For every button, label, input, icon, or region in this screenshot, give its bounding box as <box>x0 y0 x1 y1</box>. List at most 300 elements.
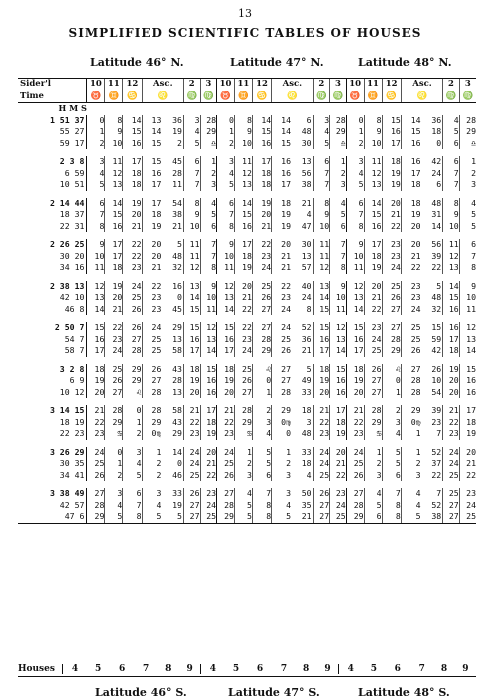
house-number: 6 <box>118 664 126 674</box>
house-cusp-cell: 10 <box>313 221 330 233</box>
house-cusp-cell: 25 <box>313 470 330 482</box>
house-cusp-cell: 0 <box>177 458 182 468</box>
house-cusp-cell: 15 <box>105 209 123 221</box>
sign-glyph: ♍ <box>200 91 217 103</box>
house-number: 8 <box>440 664 448 674</box>
house-cusp-cell: 16 <box>200 387 217 399</box>
sign-glyph: ♍ <box>443 91 460 103</box>
house-cusp-cell: 18 <box>401 198 420 210</box>
house-cusp-cell: 21 <box>443 405 460 417</box>
house-cusp-cell: 4 <box>443 115 460 127</box>
col-header-asc: Asc. <box>401 79 442 91</box>
house-cusp-cell: 23 <box>330 488 347 500</box>
house-cusp-cell: 3 <box>87 156 105 168</box>
house-cusp-cell: 17 <box>87 345 105 357</box>
house-cusp-cell: 7 <box>200 251 217 263</box>
house-cusp-cell: 20 <box>382 198 401 210</box>
house-cusp-cell: 45 <box>172 156 182 166</box>
house-cusp-cell: 24 <box>123 281 142 293</box>
sidereal-time-cell: 58 7 <box>64 345 85 355</box>
house-cusp-cell: 15 <box>382 115 401 127</box>
house-cusp-cell: 4 <box>330 198 347 210</box>
house-cusp-cell: 4 <box>87 168 105 180</box>
house-cusp-cell: 0 <box>217 115 235 127</box>
house-cusp-cell: 20 <box>87 387 105 399</box>
house-cusp-cell: 9 <box>364 126 382 138</box>
house-cusp-cell: 17 <box>382 138 401 150</box>
house-cusp-cell: 22 <box>431 469 442 480</box>
table-row <box>18 251 476 263</box>
house-cusp-cell: 2 <box>105 470 123 482</box>
sign-glyph: ♉ <box>217 91 235 103</box>
house-cusp-cell: 9 <box>105 126 123 138</box>
house-number: 8 <box>303 664 310 674</box>
house-cusp-cell: 22 <box>443 417 460 429</box>
house-cusp-cell: 18 <box>346 364 364 376</box>
house-cusp-cell: 14 <box>401 115 420 127</box>
house-cusp-cell: 23 <box>87 428 105 440</box>
house-cusp-cell: 48 <box>172 250 182 261</box>
house-cusp-cell: 9 <box>234 126 252 138</box>
house-cusp-cell: 29 <box>382 345 401 357</box>
house-cusp-cell: 7 <box>459 251 476 263</box>
house-cusp-cell: 26 <box>123 304 142 316</box>
house-cusp-cell: 3 <box>330 179 347 191</box>
table-row <box>18 179 476 191</box>
house-cusp-cell: 23 <box>142 292 161 304</box>
house-cusp-cell: 27 <box>313 500 330 512</box>
house-cusp-cell: 19 <box>200 428 217 440</box>
house-cusp-cell: 4 <box>105 500 123 512</box>
house-cusp-cell: 24 <box>443 458 460 470</box>
house-cusp-cell: 18 <box>301 458 312 468</box>
house-cusp-cell: 18 <box>301 405 312 415</box>
house-cusp-cell: 14 <box>123 115 142 127</box>
house-cusp-cell: 3 <box>306 416 312 427</box>
house-cusp-cell: 19 <box>217 375 235 387</box>
house-cusp-cell: 28 <box>401 375 420 387</box>
house-cusp-cell: 22 <box>142 281 161 293</box>
house-cusp-cell: 22 <box>459 470 476 482</box>
house-cusp-cell: 21 <box>301 511 312 521</box>
house-cusp-cell: 16 <box>443 322 460 334</box>
house-cusp-cell: 7 <box>436 428 442 438</box>
table-row <box>18 156 476 168</box>
house-cusp-cell: 7 <box>443 179 460 191</box>
table-row <box>18 209 476 221</box>
house-cusp-cell: 21 <box>382 209 401 221</box>
house-cusp-cell: 12 <box>330 322 347 334</box>
house-cusp-cell: 9 <box>330 281 347 293</box>
house-cusp-cell: 0♍ <box>272 417 291 429</box>
house-cusp-cell: 9 <box>217 239 235 251</box>
sidereal-time-cell: 6 9 <box>69 375 85 385</box>
house-cusp-cell: 22 <box>123 251 142 263</box>
col-header-asc: Asc. <box>142 79 183 91</box>
house-cusp-cell: 7 <box>123 500 142 512</box>
house-cusp-cell: 7 <box>200 239 217 251</box>
house-cusp-cell: 25 <box>401 334 420 346</box>
house-cusp-cell: 14 <box>346 304 364 316</box>
house-cusp-cell: 17 <box>443 334 460 346</box>
house-cusp-cell: 5 <box>234 500 252 512</box>
house-cusp-cell: 18 <box>272 198 291 210</box>
sign-glyph: ♌ <box>272 91 313 103</box>
house-cusp-cell: 25 <box>252 281 271 293</box>
house-cusp-cell: 48 <box>301 126 312 136</box>
house-cusp-cell: 17 <box>364 239 382 251</box>
house-cusp-cell: 24 <box>313 447 330 459</box>
house-cusp-cell: 20 <box>123 209 142 221</box>
house-cusp-cell: 1 <box>87 126 105 138</box>
house-cusp-cell: 13 <box>459 334 476 346</box>
house-cusp-cell: 11 <box>459 304 476 316</box>
house-cusp-cell: 25 <box>234 364 252 376</box>
house-cusp-cell: 2 <box>330 168 347 180</box>
table-row <box>18 364 476 376</box>
house-cusp-cell: 21 <box>459 458 476 470</box>
house-cusp-cell: 14 <box>183 292 200 304</box>
house-cusp-cell: 6 <box>183 156 200 168</box>
house-cusp-cell: 3 <box>183 115 200 127</box>
house-cusp-cell: 3 <box>346 156 364 168</box>
sidereal-time-cell: 3 14 15 <box>49 405 85 415</box>
house-cusp-cell: 28 <box>252 334 271 346</box>
house-cusp-cell: 24 <box>252 262 271 274</box>
house-cusp-cell: 3 <box>234 470 252 482</box>
house-cusp-cell: 5 <box>459 209 476 221</box>
house-cusp-cell: 27 <box>272 375 291 387</box>
house-cusp-cell: 0 <box>252 375 271 387</box>
house-cusp-cell: 6 <box>313 156 330 168</box>
house-cusp-cell: 1 <box>382 387 401 399</box>
house-cusp-cell: 28 <box>200 115 217 127</box>
house-cusp-cell: 2 <box>234 458 252 470</box>
house-cusp-cell: 25 <box>364 345 382 357</box>
house-cusp-cell: 11 <box>330 304 347 316</box>
house-cusp-cell: 5 <box>401 511 420 523</box>
sidereal-label: Sider'l <box>20 79 52 89</box>
house-cusp-cell: 29 <box>123 375 142 387</box>
house-cusp-cell: 21 <box>346 405 364 417</box>
house-cusp-cell: 1 <box>401 428 420 440</box>
house-cusp-cell: 24 <box>87 447 105 459</box>
house-cusp-cell: 27 <box>252 304 271 316</box>
house-cusp-cell: 21 <box>217 405 235 417</box>
house-cusp-cell: 18 <box>364 251 382 263</box>
house-cusp-cell: 18 <box>443 345 460 357</box>
col-header-3: 3 <box>200 79 217 91</box>
table-row <box>18 375 476 387</box>
house-cusp-cell: 39 <box>431 250 442 261</box>
house-cusp-cell: 24 <box>234 345 252 357</box>
house-cusp-cell: 17 <box>252 156 271 168</box>
house-cusp-cell: 23 <box>401 281 420 293</box>
house-cusp-cell: 15 <box>234 209 252 221</box>
house-cusp-cell: 13 <box>301 250 312 261</box>
house-cusp-cell: 2 <box>252 405 271 417</box>
house-cusp-cell: 20 <box>346 387 364 399</box>
house-cusp-cell: 26 <box>431 363 442 374</box>
house-cusp-cell: 28 <box>330 115 347 127</box>
house-cusp-cell: 3 <box>313 115 330 127</box>
house-cusp-cell: 26 <box>183 488 200 500</box>
house-cusp-cell: 21 <box>87 405 105 417</box>
house-cusp-cell: 22 <box>123 239 142 251</box>
house-cusp-cell: 13 <box>301 156 312 166</box>
house-cusp-cell: 22 <box>401 262 420 274</box>
house-cusp-cell: 19 <box>330 428 347 440</box>
house-cusp-cell: 17 <box>142 179 161 191</box>
table-row <box>18 126 476 138</box>
house-cusp-cell: 23 <box>142 304 161 316</box>
house-cusp-cell: 3 <box>105 488 123 500</box>
house-cusp-cell: 11 <box>234 156 252 168</box>
house-cusp-cell: 7 <box>183 179 200 191</box>
house-cusp-cell: 9 <box>459 281 476 293</box>
house-cusp-cell: 42 <box>431 156 442 166</box>
house-cusp-cell: 21 <box>123 221 142 233</box>
house-cusp-cell: 15 <box>183 322 200 334</box>
house-cusp-cell: 16 <box>142 168 161 180</box>
house-cusp-cell: 21 <box>272 251 291 263</box>
house-cusp-cell: 12 <box>234 168 252 180</box>
houses-footer <box>18 664 476 677</box>
house-cusp-cell: 23 <box>364 322 382 334</box>
house-cusp-cell: 15 <box>87 322 105 334</box>
house-cusp-cell: 5 <box>382 458 401 470</box>
house-cusp-cell: 9 <box>200 281 217 293</box>
house-cusp-cell: 18 <box>123 168 142 180</box>
house-cusp-cell: 24 <box>272 304 291 316</box>
house-cusp-cell: 16 <box>105 221 123 233</box>
house-cusp-cell: 17 <box>217 345 235 357</box>
house-cusp-cell: 5 <box>459 221 476 233</box>
table-row <box>18 262 476 274</box>
house-cusp-cell: 16 <box>330 387 347 399</box>
sidereal-time-cell: 22 31 <box>59 220 85 231</box>
house-cusp-cell: 6 <box>330 221 347 233</box>
sign-glyph: ♊ <box>364 91 382 103</box>
house-cusp-cell: 16 <box>443 304 460 316</box>
house-cusp-cell: 7 <box>382 488 401 500</box>
house-cusp-cell: 12 <box>200 322 217 334</box>
house-cusp-cell: 17 <box>142 198 161 210</box>
sidereal-time-cell: 6 59 <box>64 167 85 178</box>
house-cusp-cell: 17 <box>313 345 330 357</box>
house-cusp-cell: 0 <box>436 137 442 148</box>
house-cusp-cell: ♌ <box>123 387 142 399</box>
house-cusp-cell: 9 <box>346 239 364 251</box>
house-cusp-cell: 26 <box>123 322 142 334</box>
house-cusp-cell: 48 <box>431 197 442 208</box>
house-cusp-cell: 38 <box>301 179 312 189</box>
sidereal-time-cell: 18 19 <box>59 416 85 427</box>
house-cusp-cell: 15 <box>330 364 347 376</box>
house-cusp-cell: 4 <box>252 428 271 440</box>
house-cusp-cell: 20 <box>272 239 291 251</box>
house-cusp-cell: 54 <box>172 197 182 208</box>
sidereal-time-cell: 30 20 <box>59 250 85 261</box>
house-cusp-cell: 52 <box>301 322 312 332</box>
house-cusp-cell: 0 <box>382 375 401 387</box>
house-cusp-cell: 28 <box>459 115 476 127</box>
house-cusp-cell: 14 <box>142 126 161 138</box>
house-cusp-cell: 15 <box>443 292 460 304</box>
house-cusp-cell: 19 <box>105 281 123 293</box>
table-row <box>18 198 476 210</box>
house-cusp-cell: 2 <box>459 168 476 180</box>
sidereal-time-cell: 42 57 <box>59 499 85 510</box>
house-cusp-cell: 26 <box>234 375 252 387</box>
house-cusp-cell: 27 <box>252 322 271 334</box>
house-number: 5 <box>232 664 240 674</box>
house-cusp-cell: 29 <box>200 126 217 138</box>
house-cusp-cell: 24 <box>183 458 200 470</box>
sidereal-time-cell: 2 3 8 <box>59 156 85 166</box>
house-cusp-cell: 24 <box>364 334 382 346</box>
house-cusp-cell: 21 <box>172 220 182 231</box>
house-cusp-cell: 10 <box>330 292 347 304</box>
house-cusp-cell: 25 <box>382 281 401 293</box>
house-cusp-cell: 26 <box>217 470 235 482</box>
house-cusp-cell: 28 <box>234 405 252 417</box>
house-cusp-cell: 19 <box>234 262 252 274</box>
table-row <box>18 221 476 233</box>
house-cusp-cell: 25 <box>346 458 364 470</box>
house-cusp-cell: 6 <box>436 179 442 189</box>
house-cusp-cell: 27 <box>313 511 330 523</box>
house-cusp-cell: 0 <box>105 447 123 459</box>
house-cusp-cell: 8 <box>200 262 217 274</box>
house-cusp-cell: 18 <box>382 156 401 168</box>
table-row <box>18 447 476 459</box>
house-cusp-cell: 6 <box>346 198 364 210</box>
house-cusp-cell: 4 <box>183 126 200 138</box>
house-cusp-cell: 16 <box>183 334 200 346</box>
house-cusp-cell: 19 <box>443 364 460 376</box>
house-number: 8 <box>165 664 172 674</box>
house-cusp-cell: 27 <box>382 304 401 316</box>
house-cusp-cell: 20 <box>252 209 271 221</box>
table-row <box>18 417 476 429</box>
house-cusp-cell: 27 <box>364 375 382 387</box>
house-cusp-cell: 29 <box>330 126 347 138</box>
house-cusp-cell: 10 <box>200 292 217 304</box>
house-cusp-cell: 10 <box>217 251 235 263</box>
house-cusp-cell: 19 <box>382 168 401 180</box>
house-cusp-cell: 39 <box>431 405 442 415</box>
house-cusp-cell: 20 <box>200 447 217 459</box>
house-cusp-cell: 24 <box>313 458 330 470</box>
house-cusp-cell: 28 <box>382 334 401 346</box>
house-cusp-cell: 8 <box>306 303 312 314</box>
house-cusp-cell: 21 <box>234 292 252 304</box>
house-cusp-cell: 22 <box>105 322 123 334</box>
sidereal-time-cell: 18 37 <box>59 209 85 219</box>
col-header-11: 11 <box>364 79 382 91</box>
house-cusp-cell: 15 <box>217 322 235 334</box>
house-cusp-cell: 22 <box>183 417 200 429</box>
house-number: 4 <box>62 664 86 674</box>
house-cusp-cell: 22 <box>272 281 291 293</box>
house-cusp-cell: 7 <box>252 488 271 500</box>
house-cusp-cell: 27 <box>234 387 252 399</box>
house-cusp-cell: 6 <box>443 138 460 150</box>
house-cusp-cell: ♋ <box>234 428 252 440</box>
house-cusp-cell: 29 <box>172 322 182 332</box>
house-cusp-cell: 13 <box>234 179 252 191</box>
house-cusp-cell: 20 <box>183 387 200 399</box>
sidereal-time-cell: 1 51 37 <box>49 114 85 125</box>
house-cusp-cell: 5 <box>346 179 364 191</box>
house-cusp-cell: 21 <box>364 292 382 304</box>
house-cusp-cell: 42 <box>431 345 442 355</box>
sign-glyph: ♍ <box>459 91 476 103</box>
houses-table <box>18 78 476 524</box>
house-cusp-cell: 14 <box>272 126 291 138</box>
house-cusp-cell: 13 <box>105 179 123 191</box>
house-cusp-cell: 16 <box>459 387 476 399</box>
sign-glyph: ♊ <box>234 91 252 103</box>
house-cusp-cell: 24 <box>272 322 291 334</box>
house-cusp-cell: 15 <box>183 304 200 316</box>
house-cusp-cell: 4 <box>459 198 476 210</box>
house-cusp-cell: 23 <box>272 292 291 304</box>
house-cusp-cell: 14 <box>364 198 382 210</box>
sidereal-time-cell: 10 51 <box>59 179 85 189</box>
house-cusp-cell: 29 <box>123 364 142 376</box>
house-cusp-cell: 14 <box>272 115 291 127</box>
house-cusp-cell: 25 <box>105 364 123 376</box>
house-cusp-cell: 21 <box>272 262 291 274</box>
house-cusp-cell: 20 <box>105 292 123 304</box>
house-cusp-cell: 0 <box>272 428 291 440</box>
house-cusp-cell: 18 <box>142 209 161 221</box>
house-cusp-cell: 15 <box>142 156 161 168</box>
house-cusp-cell: 2 <box>364 458 382 470</box>
house-cusp-cell: 5 <box>105 511 123 523</box>
house-cusp-cell: 19 <box>252 198 271 210</box>
house-cusp-cell: 15 <box>346 322 364 334</box>
house-cusp-cell: 15 <box>431 322 442 332</box>
house-cusp-cell: 28 <box>87 500 105 512</box>
sidereal-time-cell: 10 12 <box>59 386 85 397</box>
col-header-12: 12 <box>123 79 142 91</box>
sidereal-time-cell: 42 10 <box>59 292 85 302</box>
house-cusp-cell: 8 <box>252 500 271 512</box>
house-cusp-cell: 46 <box>172 469 182 480</box>
house-cusp-cell: 20 <box>313 387 330 399</box>
house-cusp-cell: 26 <box>272 345 291 357</box>
house-cusp-cell: 24 <box>142 322 161 334</box>
house-cusp-cell: 1 <box>200 156 217 168</box>
table-row <box>18 488 476 500</box>
house-cusp-cell: 32 <box>172 262 182 272</box>
house-cusp-cell: 26 <box>313 488 330 500</box>
house-cusp-cell: 15 <box>142 138 161 150</box>
house-cusp-cell: 5 <box>364 500 382 512</box>
house-cusp-cell: 22 <box>217 417 235 429</box>
house-cusp-cell: 7 <box>217 209 235 221</box>
house-number: 7 <box>280 664 288 674</box>
house-cusp-cell: 56 <box>301 167 312 178</box>
house-cusp-cell: 7 <box>436 488 442 498</box>
house-cusp-cell: 5 <box>142 511 161 523</box>
house-cusp-cell: 32 <box>431 303 442 314</box>
house-cusp-cell: 27 <box>123 334 142 346</box>
house-cusp-cell: 28 <box>401 387 420 399</box>
